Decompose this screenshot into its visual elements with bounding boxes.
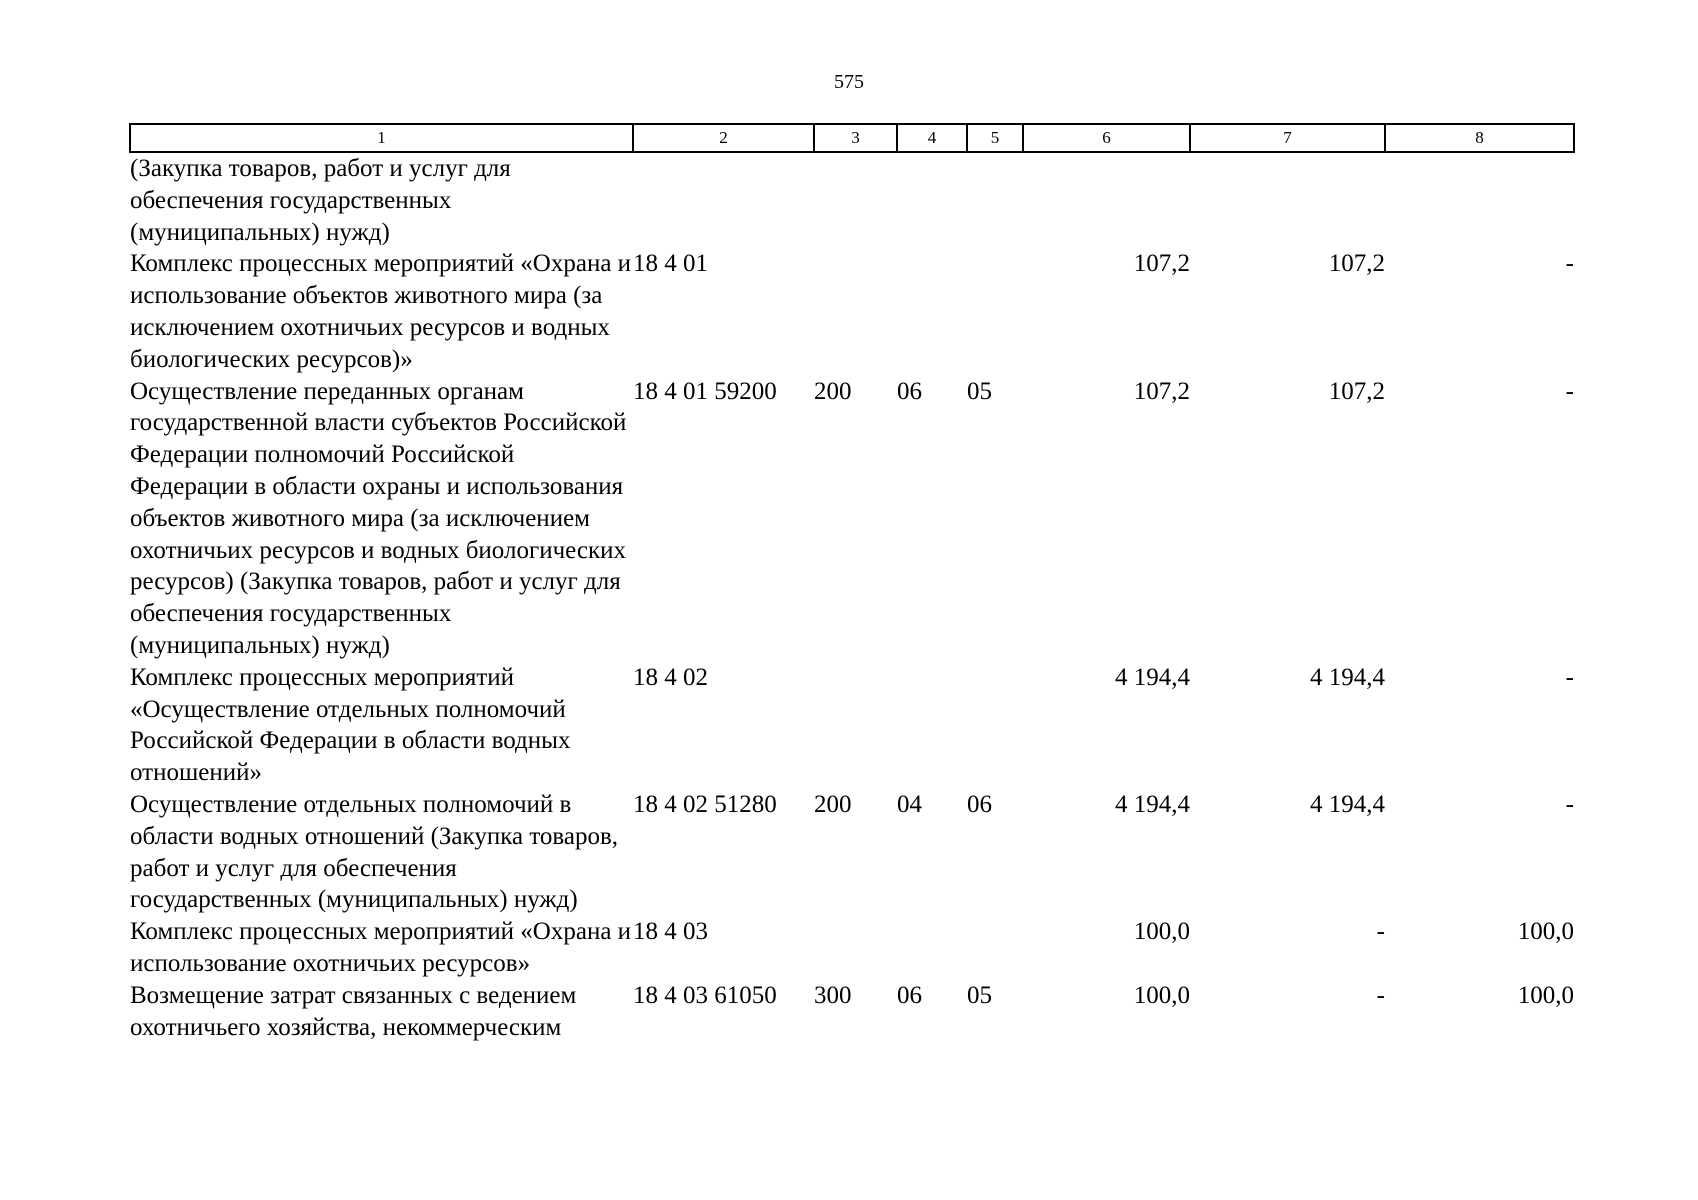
cell-vr (814, 248, 897, 375)
cell-vr: 200 (814, 790, 852, 818)
column-header: 8 (1385, 124, 1574, 152)
cell-name: (Закупка товаров, работ и услуг для обеспечения государственных (муниципальных) нужд) (130, 155, 511, 246)
cell-name: Осуществление переданных органам государственной власти субъектов Российской Федерации полномочий Российской Федерации в области охраны и использования объектов животного мира (за исключением охотничьих ресурсов и водных биологических ресурсов) (Закупка товаров, работ и услуг для обеспечения государственных (муниципальных) нужд) (130, 377, 627, 659)
cell-rz (897, 662, 967, 789)
cell-vr (814, 662, 897, 789)
header-row (130, 124, 1574, 152)
cell-federal: 107,2 (1328, 250, 1385, 278)
cell-code (633, 152, 814, 248)
table-row (130, 662, 1574, 789)
cell-vr (814, 152, 897, 248)
column-header: 1 (130, 124, 633, 152)
table-row (130, 916, 1574, 980)
column-header: 4 (897, 124, 967, 152)
cell-total: 100,0 (1133, 981, 1190, 1009)
table-row (130, 248, 1574, 375)
cell-total: 107,2 (1133, 377, 1190, 405)
column-header: 5 (967, 124, 1023, 152)
cell-regional: 100,0 (1517, 981, 1574, 1009)
cell-rz (897, 152, 967, 248)
cell-pr (967, 248, 1023, 375)
cell-vr: 300 (814, 981, 852, 1009)
cell-name: Комплекс процессных мероприятий «Охрана и использование охотничьих ресурсов» (130, 918, 632, 977)
cell-pr (967, 916, 1023, 980)
column-header: 3 (814, 124, 897, 152)
column-header: 6 (1023, 124, 1190, 152)
cell-code: 18 4 03 (633, 918, 708, 946)
cell-code: 18 4 01 (633, 250, 708, 278)
cell-rz: 06 (897, 377, 922, 405)
cell-federal (1190, 152, 1385, 248)
cell-federal: 4 194,4 (1310, 663, 1385, 691)
cell-rz: 06 (897, 981, 922, 1009)
cell-rz: 04 (897, 790, 922, 818)
cell-code: 18 4 01 59200 (633, 377, 777, 405)
column-header: 2 (633, 124, 814, 152)
cell-name: Осуществление отдельных полномочий в области водных отношений (Закупка товаров, работ и услуг для обеспечения государственных (муниципальных) нужд) (130, 790, 619, 914)
cell-name: Возмещение затрат связанных с ведением охотничьего хозяйства, некоммерческим (130, 981, 577, 1041)
cell-vr (814, 916, 897, 980)
cell-name: Комплекс процессных мероприятий «Осуществление отдельных полномочий Российской Федерации в области водных отношений» (130, 663, 571, 787)
cell-total (1023, 152, 1190, 248)
table-row (130, 789, 1574, 916)
cell-code: 18 4 02 51280 (633, 790, 777, 818)
cell-federal: - (1376, 981, 1385, 1009)
budget-table (129, 123, 1575, 1043)
column-header: 7 (1190, 124, 1385, 152)
cell-rz (897, 916, 967, 980)
cell-regional: 100,0 (1517, 918, 1574, 946)
cell-federal: 107,2 (1328, 377, 1385, 405)
table-row (130, 980, 1574, 1044)
cell-name: Комплекс процессных мероприятий «Охрана и использование объектов животного мира (за исключением охотничьих ресурсов и водных биологических ресурсов)» (130, 250, 632, 373)
cell-pr (967, 152, 1023, 248)
cell-pr: 06 (967, 790, 992, 818)
cell-regional: - (1565, 250, 1574, 278)
cell-regional: - (1565, 790, 1574, 818)
cell-pr: 05 (967, 981, 992, 1009)
cell-total: 4 194,4 (1115, 790, 1190, 818)
cell-pr (967, 662, 1023, 789)
cell-total: 107,2 (1133, 250, 1190, 278)
table-row (130, 376, 1574, 662)
cell-total: 100,0 (1133, 918, 1190, 946)
cell-federal: - (1376, 918, 1385, 946)
cell-code: 18 4 02 (633, 663, 708, 691)
cell-regional: - (1565, 663, 1574, 691)
cell-regional (1385, 152, 1574, 248)
cell-vr: 200 (814, 377, 852, 405)
cell-federal: 4 194,4 (1310, 790, 1385, 818)
page-number: 575 (834, 71, 864, 93)
cell-pr: 05 (967, 377, 992, 405)
cell-code: 18 4 03 61050 (633, 981, 777, 1009)
table-row (130, 152, 1574, 248)
cell-total: 4 194,4 (1115, 663, 1190, 691)
cell-regional: - (1565, 377, 1574, 405)
cell-rz (897, 248, 967, 375)
